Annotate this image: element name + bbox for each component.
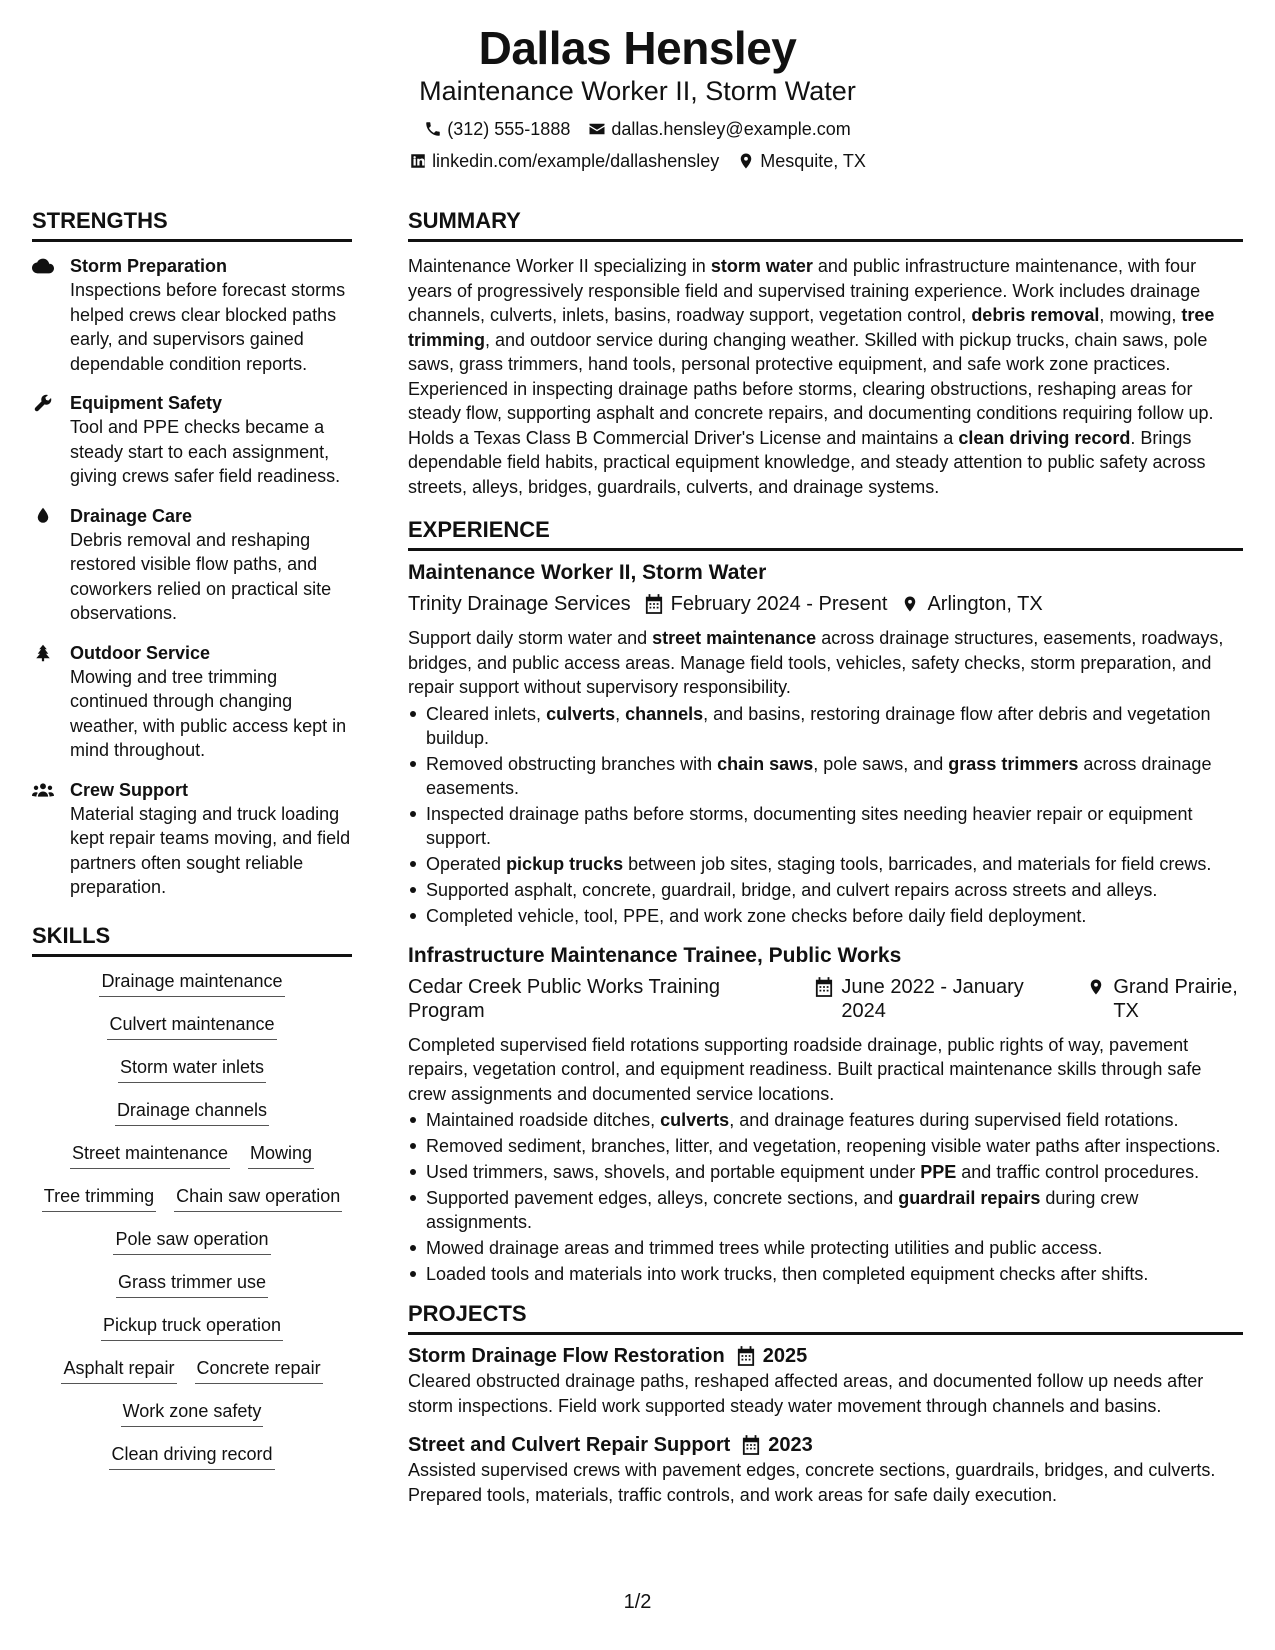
bullet-item: [408, 1160, 1243, 1184]
emphasized-text: storm water: [710, 256, 813, 276]
projects-heading: PROJECTS: [408, 1300, 1243, 1335]
location-text: Mesquite, TX: [760, 151, 866, 171]
page-indicator: 1/2: [623, 1591, 652, 1613]
email-contact[interactable]: [588, 118, 850, 140]
emphasized-text: pickup trucks: [506, 853, 624, 874]
users-icon: [32, 781, 54, 799]
bullet-item: [408, 878, 1243, 902]
skills-row: [32, 1356, 352, 1384]
emphasized-text: clean driving record: [958, 427, 1131, 448]
skills-row: [32, 1313, 352, 1341]
strength-title: Outdoor Service: [70, 642, 211, 663]
job-company: Trinity Drainage Services: [408, 593, 631, 615]
strength-title: Equipment Safety: [70, 393, 223, 413]
phone-contact[interactable]: [424, 118, 570, 140]
job-dates-group: [815, 975, 1073, 1023]
skills-row: [32, 969, 352, 997]
emphasized-text: grass trimmers: [948, 753, 1079, 774]
skill-tag: Drainage maintenance: [99, 969, 284, 997]
emphasized-text: debris removal: [971, 305, 1100, 325]
bullet-item: [408, 1108, 1243, 1132]
skill-tag: Pole saw operation: [113, 1227, 270, 1255]
phone-text: (312) 555-1888: [447, 119, 571, 139]
job-bullets: [408, 1108, 1243, 1286]
skills-row: [32, 1098, 352, 1126]
job-summary: [408, 626, 1243, 700]
email-text: dallas.hensley@example.com: [611, 119, 851, 139]
job-dates: February 2024 - Present: [670, 593, 888, 615]
cloud-icon: [32, 257, 54, 275]
location-contact: [737, 150, 866, 172]
text-run: across drainage easements.: [426, 753, 1212, 798]
project-title: Storm Drainage Flow Restoration: [408, 1345, 725, 1367]
emphasized-text: channels: [625, 703, 704, 724]
emphasized-text: street maintenance: [652, 628, 817, 648]
skills-row: [32, 1184, 352, 1212]
bullet-item: [408, 1186, 1243, 1234]
job-location: Grand Prairie, TX: [1113, 975, 1238, 1022]
map-pin-icon: [1087, 977, 1105, 997]
resume-header: [0, 22, 1275, 172]
skill-tag: Storm water inlets: [118, 1055, 266, 1083]
project-description: Cleared obstructed drainage paths, reshaped affected areas, and documented follow up needs after storm inspections. Field work supported steady water movement through channels and basins.: [408, 1371, 1204, 1416]
summary-text: [408, 254, 1243, 499]
job-entry: [408, 942, 1243, 1287]
skill-tag: Clean driving record: [109, 1442, 274, 1470]
emphasized-text: chain saws: [717, 753, 814, 774]
text-run: , and basins, restoring drainage flow after debris and vegetation buildup.: [426, 703, 1211, 748]
skills-row: [32, 1442, 352, 1470]
summary-heading: SUMMARY: [408, 207, 1243, 242]
text-run: Operated: [426, 853, 507, 874]
map-pin-icon: [901, 594, 919, 614]
job-dates: June 2022 - January 2024: [841, 975, 1024, 1022]
experience-heading: EXPERIENCE: [408, 516, 1243, 551]
skills-section: [32, 922, 352, 1470]
droplet-icon: [32, 507, 54, 525]
skills-row: [32, 1227, 352, 1255]
text-run: , pole saws, and: [813, 753, 949, 774]
text-run: , and outdoor service during changing weather. Skilled with pickup trucks, chain saws, pole saws, grass trimmers, hand tools, personal protective equipment, and safe work zone practices. Experienced in inspecting drainage paths before storms, clearing obstructions, reshaping areas for steady flow, supporting asphalt and concrete repairs, and documenting conditions requiring follow up. Holds a Texas Class B Commercial Driver's License and maintains a: [408, 329, 1214, 448]
calendar-icon: [815, 977, 833, 997]
strength-item: [32, 641, 352, 763]
skill-tag: Chain saw operation: [174, 1184, 342, 1212]
text-run: during crew assignments.: [426, 1188, 1139, 1232]
project-title: Street and Culvert Repair Support: [408, 1434, 731, 1456]
contact-line-2: [0, 150, 1275, 172]
text-run: Completed supervised field rotations supporting roadside drainage, public rights of way, pavement repairs, vegetation control, and equipment readiness. Built practical maintenance skills through safe crew assignments and documented service locations.: [408, 1034, 1202, 1104]
job-entry: [408, 559, 1243, 928]
emphasized-text: culverts: [660, 1110, 730, 1130]
job-meta: [408, 592, 1243, 616]
job-meta: [408, 975, 1243, 1023]
job-title: Infrastructure Maintenance Trainee, Public Works: [408, 943, 902, 967]
bullet-item: [408, 1134, 1243, 1158]
text-run: Completed vehicle, tool, PPE, and work zone checks before daily field deployment.: [426, 905, 1087, 926]
skills-list: [32, 969, 352, 1470]
right-column: [408, 207, 1243, 1517]
linkedin-text: linkedin.com/example/dallashensley: [432, 151, 720, 171]
linkedin-contact[interactable]: [409, 150, 719, 172]
strength-title: Storm Preparation: [70, 256, 228, 276]
text-run: . Brings dependable field habits, practical equipment knowledge, and steady attention to public safety across streets, alleys, bridges, guardrails, culverts, and drainage systems.: [408, 427, 1206, 497]
job-location: Arlington, TX: [927, 593, 1043, 615]
skill-tag: Grass trimmer use: [116, 1270, 268, 1298]
text-run: across drainage structures, easements, roadways, bridges, and public access areas. Manage field tools, vehicles, safety checks, storm preparation, and repair support without supervisory responsibility.: [408, 628, 1224, 697]
skill-tag: Culvert maintenance: [107, 1012, 276, 1040]
strength-item: [32, 778, 352, 900]
text-run: and public infrastructure maintenance, with four years of progressively responsible field and supervised training experience. Work includes drainage channels, culverts, inlets, basins, roadway support, vegetation control,: [408, 256, 1201, 325]
candidate-name: Dallas Hensley: [478, 22, 797, 74]
phone-icon: [424, 120, 442, 138]
skill-tag: Asphalt repair: [61, 1356, 176, 1384]
text-run: Cleared inlets,: [426, 703, 547, 724]
text-run: Maintenance Worker II specializing in: [408, 256, 711, 276]
skill-tag: Work zone safety: [121, 1399, 264, 1427]
emphasized-text: guardrail repairs: [898, 1188, 1041, 1208]
project-header: [408, 1343, 1243, 1369]
strength-description: Material staging and truck loading kept repair teams moving, and field partners often sought reliable preparation.: [70, 803, 351, 897]
emphasized-text: tree trimming: [408, 305, 1215, 350]
skills-row: [32, 1055, 352, 1083]
strength-description: Tool and PPE checks became a steady start to each assignment, giving crews safer field readiness.: [70, 417, 341, 486]
calendar-icon: [742, 1435, 760, 1455]
project-year: 2023: [768, 1434, 813, 1456]
skill-tag: Tree trimming: [42, 1184, 156, 1212]
skill-tag: Mowing: [248, 1141, 314, 1169]
job-company: Cedar Creek Public Works Training Program: [408, 975, 720, 1022]
text-run: , and drainage features during supervised field rotations.: [729, 1110, 1179, 1130]
skills-row: [32, 1270, 352, 1298]
strength-title: Crew Support: [70, 779, 189, 800]
strength-item: [32, 254, 352, 376]
left-column: [32, 207, 352, 1485]
skills-heading: SKILLS: [32, 922, 352, 957]
skills-row: [32, 1012, 352, 1040]
skill-tag: Pickup truck operation: [101, 1313, 283, 1341]
contact-line-1: [0, 118, 1275, 140]
emphasized-text: PPE: [920, 1162, 957, 1182]
bullet-item: [408, 802, 1243, 850]
job-dates-group: [645, 592, 888, 616]
strength-title: Drainage Care: [70, 505, 193, 526]
text-run: Inspected drainage paths before storms, documenting sites needing heavier repair or equipment support.: [426, 803, 1193, 848]
text-run: Removed sediment, branches, litter, and vegetation, reopening visible water paths after inspections.: [426, 1136, 1221, 1156]
bullet-item: [408, 904, 1243, 928]
text-run: between job sites, staging tools, barricades, and materials for field crews.: [623, 853, 1212, 874]
strength-item: [32, 391, 352, 489]
text-run: Support daily storm water and: [408, 628, 653, 648]
project-entry: [408, 1343, 1243, 1418]
project-entry: [408, 1432, 1243, 1507]
text-run: and traffic control procedures.: [956, 1162, 1200, 1182]
job-summary: [408, 1033, 1243, 1107]
bullet-item: [408, 1236, 1243, 1260]
emphasized-text: culverts: [546, 703, 616, 724]
bullet-item: [408, 752, 1243, 800]
strength-item: [32, 504, 352, 626]
job-location-group: [1087, 975, 1243, 1023]
skills-row: [32, 1399, 352, 1427]
project-year: 2025: [762, 1345, 808, 1367]
wrench-icon: [32, 394, 54, 412]
map-pin-icon: [737, 152, 755, 170]
strength-description: Inspections before forecast storms helped crews clear blocked paths early, and supervisors gained dependable condition reports.: [70, 280, 346, 374]
bullet-item: [408, 702, 1243, 750]
text-run: Used trimmers, saws, shovels, and portable equipment under: [426, 1162, 921, 1182]
project-header: [408, 1432, 1243, 1458]
text-run: Mowed drainage areas and trimmed trees while protecting utilities and public access.: [426, 1238, 1103, 1258]
bullet-item: [408, 852, 1243, 876]
strengths-heading: STRENGTHS: [32, 207, 352, 242]
text-run: Supported pavement edges, alleys, concrete sections, and: [426, 1188, 899, 1208]
job-title: Maintenance Worker II, Storm Water: [408, 561, 767, 584]
skill-tag: Drainage channels: [115, 1098, 269, 1126]
bullet-item: [408, 1262, 1243, 1286]
skill-tag: Concrete repair: [195, 1356, 323, 1384]
text-run: Supported asphalt, concrete, guardrail, bridge, and culvert repairs across streets and alleys.: [426, 879, 1158, 900]
candidate-role: Maintenance Worker II, Storm Water: [419, 76, 856, 106]
strength-description: Mowing and tree trimming continued through changing weather, with public access kept in mind throughout.: [70, 666, 347, 760]
tree-icon: [32, 644, 54, 662]
project-description: Assisted supervised crews with pavement edges, concrete sections, guardrails, bridges, and culverts. Prepared tools, materials, traffic controls, and work areas for safe daily execution.: [408, 1460, 1216, 1505]
text-run: , mowing,: [1099, 305, 1182, 325]
job-bullets: [408, 702, 1243, 928]
text-run: Removed obstructing branches with: [426, 753, 718, 774]
strength-description: Debris removal and reshaping restored visible flow paths, and coworkers relied on practical site observations.: [70, 529, 332, 623]
envelope-icon: [588, 120, 606, 138]
skills-row: [32, 1141, 352, 1169]
calendar-icon: [645, 594, 663, 614]
text-run: Loaded tools and materials into work trucks, then completed equipment checks after shifts.: [426, 1264, 1149, 1284]
text-run: ,: [615, 703, 626, 724]
job-location-group: [901, 592, 1042, 616]
skill-tag: Street maintenance: [70, 1141, 230, 1169]
linkedin-icon: [409, 152, 427, 170]
calendar-icon: [737, 1346, 755, 1366]
text-run: Maintained roadside ditches,: [426, 1110, 661, 1130]
